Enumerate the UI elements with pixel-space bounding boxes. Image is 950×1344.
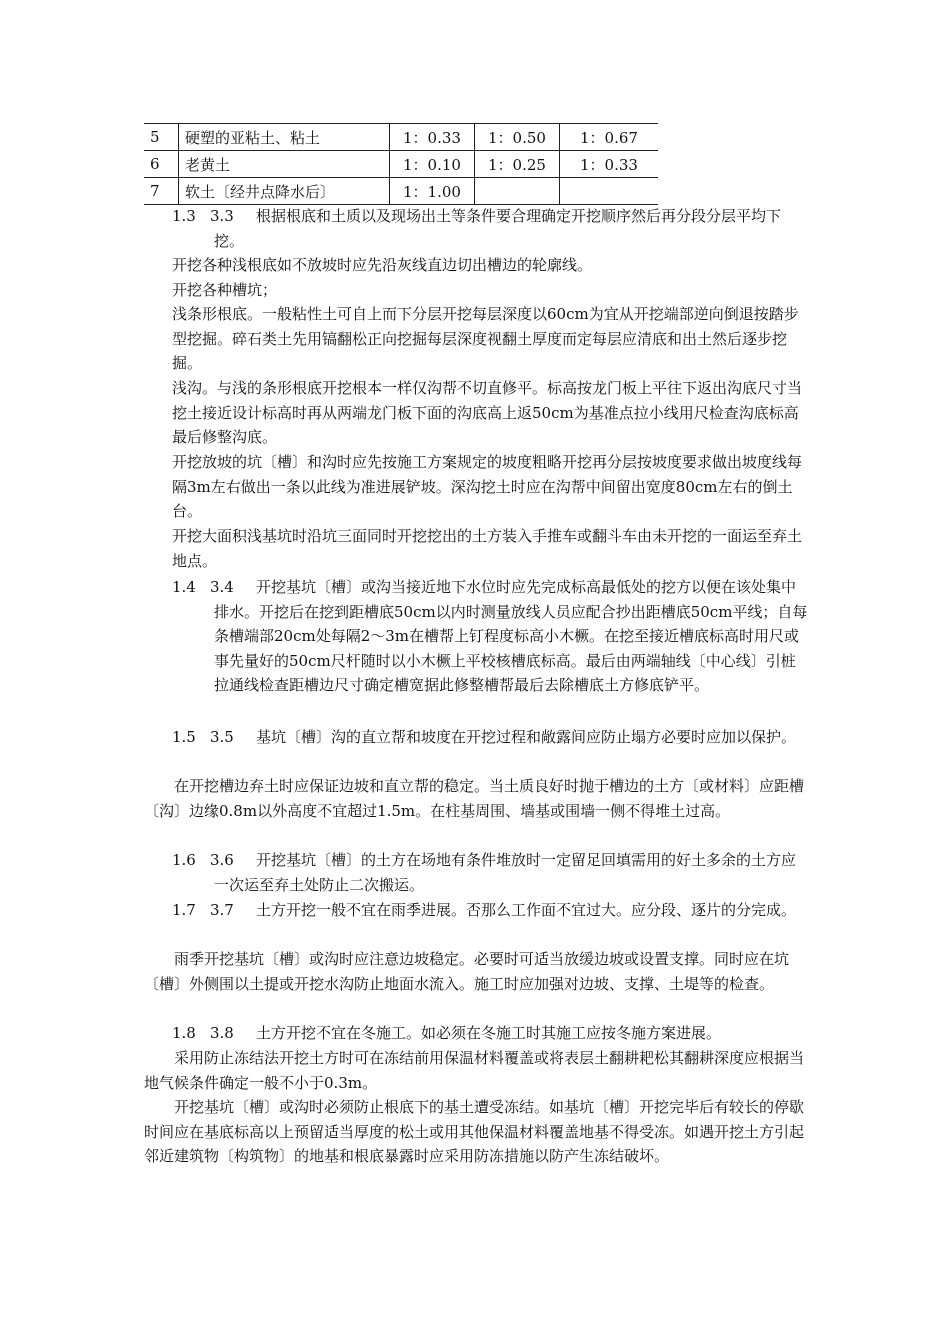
item-text: 开挖基坑〔槽〕或沟当接近地下水位时应先完成标高最低处的挖方以便在该处集中排水。开挖后在挖到距槽底50cm以内时测量放线人员应配合抄出距槽底50cm平线；自每条槽端部20cm处每隔2～3m在槽帮上钉程度标高小木橛。在挖至接近槽底标高时用尺或事先量好的50cm尺杆随时以小木橛上平校核槽底标高。最后由两端轴线〔中心线〕引桩拉通线检查距槽边尺寸确定槽宽据此修整槽帮最后去除槽底土方修底铲平。 (214, 578, 808, 694)
slope-value (475, 178, 560, 205)
row-number: 5 (144, 124, 179, 151)
section-item-1-6 (172, 848, 808, 897)
item-subnumber: 3.8 (210, 1024, 234, 1042)
slope-value: 1：0.33 (390, 124, 475, 151)
table-row (144, 178, 658, 205)
item-number: 1.3 (172, 207, 196, 225)
item-text: 土方开挖一般不宜在雨季进展。否那么工作面不宜过大。应分段、逐片的分完成。 (256, 901, 797, 919)
item-subnumber: 3.5 (210, 728, 234, 746)
paragraph: 开挖放坡的坑〔槽〕和沟时应先按施工方案规定的坡度粗略开挖再分层按坡度要求做出坡度线每隔3m左右做出一条以此线为准进展铲坡。深沟挖土时应在沟帮中间留出宽度80cm左右的倒土台。 (172, 453, 803, 520)
item-subnumber: 3.4 (210, 578, 234, 596)
slope-value: 1：0.33 (560, 151, 659, 178)
slope-value: 1：0.67 (560, 124, 659, 151)
item-number: 1.5 (172, 728, 196, 746)
table-row (144, 124, 658, 151)
soil-type: 软土〔经井点降水后〕 (179, 178, 390, 205)
table-row (144, 151, 658, 178)
slope-value (560, 178, 659, 205)
section-item-1-3 (172, 204, 808, 253)
item-number: 1.6 (172, 851, 196, 869)
section-item-1-5 (172, 725, 808, 750)
soil-type: 老黄土 (179, 151, 390, 178)
item-subnumber: 3.3 (210, 207, 234, 225)
section-item-1-7 (172, 898, 808, 923)
section-item-1-4 (172, 575, 808, 698)
row-number: 7 (144, 178, 179, 205)
slope-value: 1：0.50 (475, 124, 560, 151)
soil-type: 硬塑的亚粘土、粘土 (179, 124, 390, 151)
paragraph: 开挖各种浅根底如不放坡时应先沿灰线直边切出槽边的轮廓线。 (172, 256, 593, 274)
paragraph: 浅沟。与浅的条形根底开挖根本一样仅沟帮不切直修平。标高按龙门板上平往下返出沟底尺寸当挖土接近设计标高时再从两端龙门板下面的沟底高上返50cm为基准点拉小线用尺检查沟底标高最后修整沟底。 (172, 379, 803, 446)
paragraph: 开挖各种槽坑； (172, 281, 278, 299)
slope-value: 1：0.25 (475, 151, 560, 178)
paragraph: 开挖基坑〔槽〕或沟时必须防止根底下的基土遭受冻结。如基坑〔槽〕开挖完毕后有较长的停歇时间应在基底标高以上预留适当厚度的松土或用其他保温材料覆盖地基不得受冻。如遇开挖土方引起邻近建筑物〔构筑物〕的地基和根底暴露时应采用防冻措施以防产生冻结破坏。 (144, 1098, 805, 1165)
slope-value: 1：1.00 (390, 178, 475, 205)
item-number: 1.7 (172, 901, 196, 919)
slope-table (144, 123, 658, 205)
slope-value: 1：0.10 (390, 151, 475, 178)
item-text: 土方开挖不宜在冬施工。如必须在冬施工时其施工应按冬施方案进展。 (256, 1024, 722, 1042)
item-number: 1.4 (172, 578, 196, 596)
paragraph: 开挖大面积浅基坑时沿坑三面同时开挖挖出的土方装入手推车或翻斗车由未开挖的一面运至弃土地点。 (172, 527, 803, 570)
item-subnumber: 3.6 (210, 851, 234, 869)
paragraph: 采用防止冻结法开挖土方时可在冻结前用保温材料覆盖或将表层土翻耕耙松其翻耕深度应根据当地气候条件确定一般不小于0.3m。 (144, 1049, 805, 1092)
row-number: 6 (144, 151, 179, 178)
paragraph: 浅条形根底。一般粘性土可自上而下分层开挖每层深度以60cm为宜从开挖端部逆向倒退按踏步型挖掘。碎石类土先用镐翻松正向挖掘每层深度视翻土厚度而定每层应清底和出土然后逐步挖掘。 (172, 305, 799, 372)
paragraph: 雨季开挖基坑〔槽〕或沟时应注意边坡稳定。必要时可适当放缓边坡或设置支撑。同时应在坑〔槽〕外侧围以土提或开挖水沟防止地面水流入。施工时应加强对边坡、支撑、土堤等的检查。 (144, 950, 790, 993)
paragraph: 在开挖槽边弃土时应保证边坡和直立帮的稳定。当土质良好时抛于槽边的土方〔或材料〕应距槽〔沟〕边缘0.8m以外高度不宜超过1.5m。在柱基周围、墙基或围墙一侧不得堆土过高。 (144, 777, 805, 820)
section-item-1-8 (172, 1021, 808, 1046)
item-number: 1.8 (172, 1024, 196, 1042)
item-text: 开挖基坑〔槽〕的土方在场地有条件堆放时一定留足回填需用的好土多余的土方应一次运至弃土处防止二次搬运。 (214, 851, 797, 894)
item-subnumber: 3.7 (210, 901, 234, 919)
item-text: 根据根底和土质以及现场出土等条件要合理确定开挖顺序然后再分段分层平均下挖。 (214, 207, 782, 250)
item-text: 基坑〔槽〕沟的直立帮和坡度在开挖过程和敞露间应防止塌方必要时应加以保护。 (256, 728, 797, 746)
